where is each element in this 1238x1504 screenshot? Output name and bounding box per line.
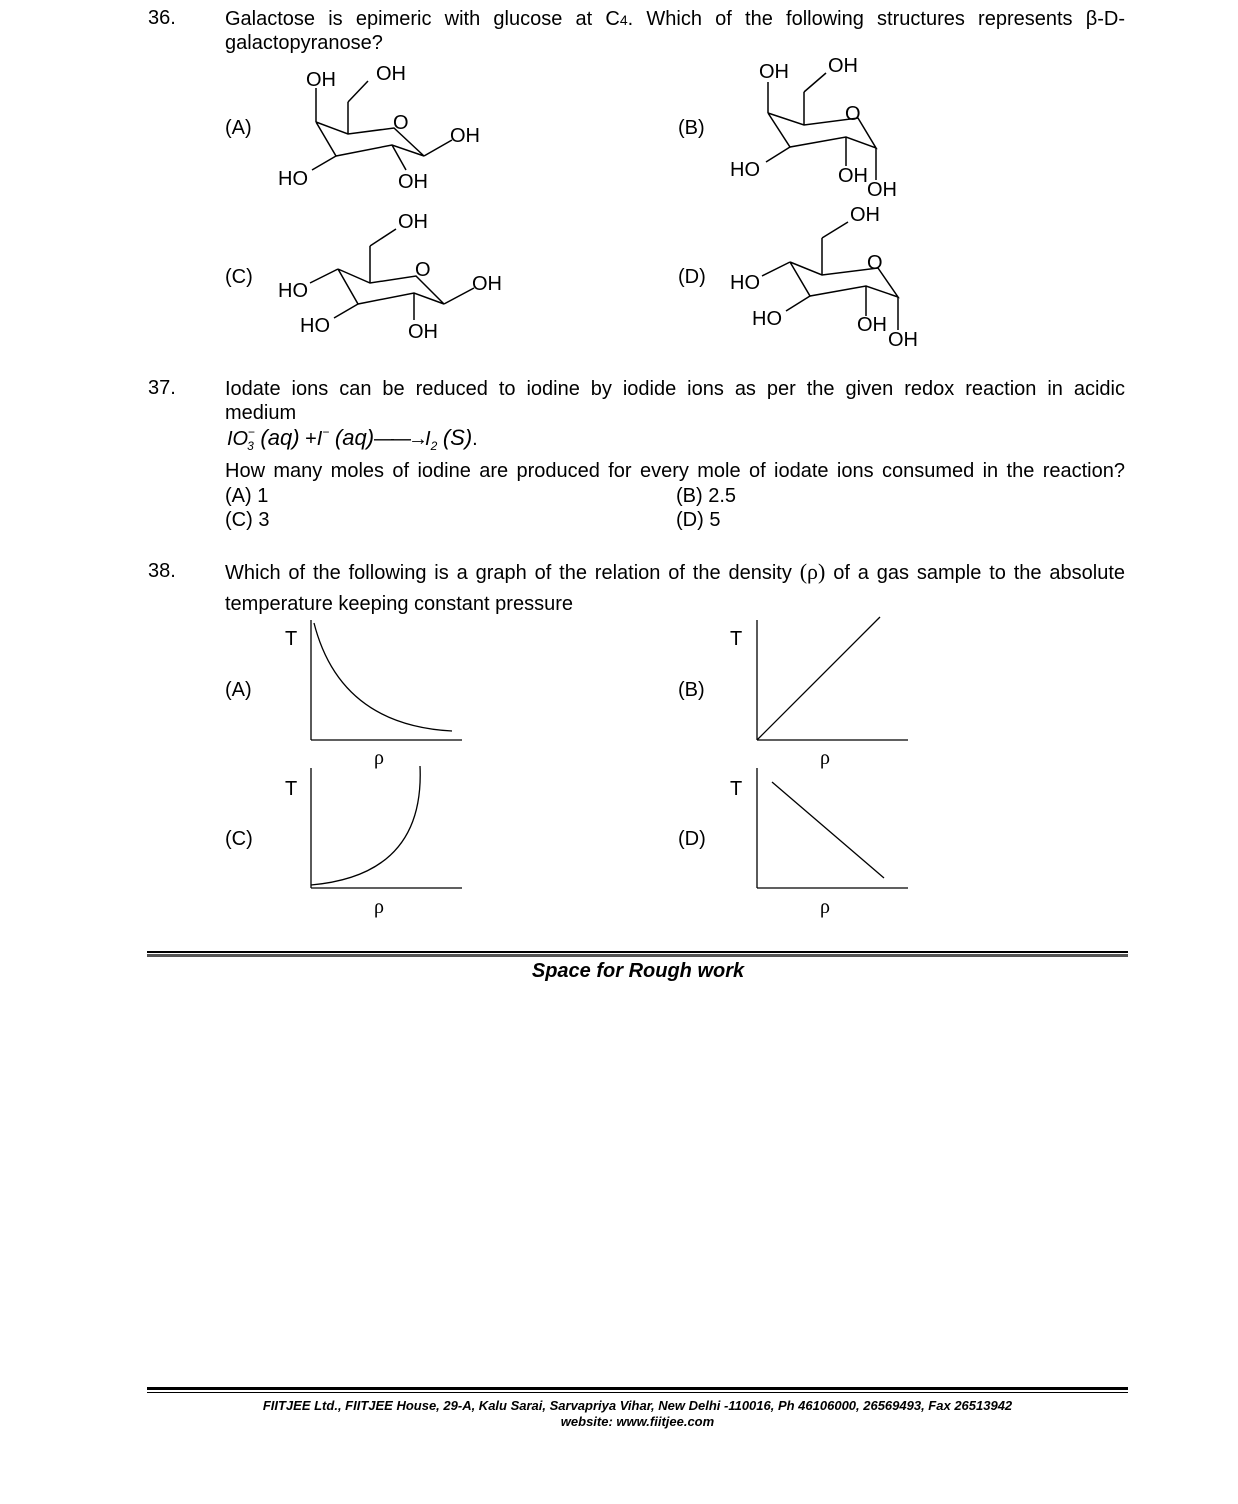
structure-c-ho2: HO: [300, 315, 330, 337]
graph-a-ylabel: T: [285, 628, 298, 650]
graph-b-line: [757, 617, 880, 740]
structure-a-o: O: [393, 112, 409, 134]
structure-d-ho2: HO: [752, 308, 782, 330]
structure-a-oh1: OH: [306, 69, 336, 91]
structure-d-oh2: OH: [857, 314, 887, 336]
q37-option-d: (D) 5: [676, 509, 721, 531]
eq-minus2: −: [322, 425, 330, 439]
eq-i: I: [316, 428, 323, 450]
graph-d-xlabel: ρ: [820, 896, 830, 918]
question-37-text-line2: medium: [225, 402, 297, 424]
question-37-text-line3: How many moles of iodine are produced for every mole of iodate ions consumed in the reaction?: [225, 460, 1125, 482]
structure-b-ho: HO: [730, 159, 760, 181]
graph-c-curve: [311, 766, 420, 885]
structure-c-oh3: OH: [408, 321, 438, 343]
q37-option-a: (A) 1: [225, 485, 269, 507]
footer-website: website: www.fiitjee.com: [560, 1414, 715, 1429]
structure-d-ho1: HO: [730, 272, 760, 294]
question-36-text-line2: galactopyranose?: [225, 32, 383, 54]
eq-minus1: −: [247, 425, 255, 439]
q36-option-c-label: (C): [225, 266, 253, 288]
structure-a-ho: HO: [278, 168, 308, 190]
q37-option-b: (B) 2.5: [676, 485, 737, 507]
q38-rho: (ρ): [799, 559, 826, 584]
eq-sub3: 3: [247, 439, 254, 453]
rough-work-title: Space for Rough work: [531, 960, 745, 982]
q38-option-a-label: (A): [225, 679, 252, 701]
graph-b-ylabel: T: [730, 628, 743, 650]
q36-line1-sub: 4: [619, 12, 628, 28]
structure-b-o: O: [845, 103, 861, 125]
q38-line1-a: Which of the following is a graph of the relation of the density: [225, 562, 792, 584]
structure-b-oh1: OH: [759, 61, 789, 83]
question-37-number: 37.: [148, 377, 176, 399]
q37-option-c: (C) 3: [225, 509, 270, 531]
graph-a-xlabel: ρ: [374, 747, 384, 769]
structure-c-oh1: OH: [398, 211, 428, 233]
structure-c-o: O: [415, 259, 431, 281]
footer-rule-thin: [147, 1392, 1128, 1393]
question-36-number: 36.: [148, 7, 176, 29]
structure-b-oh2: OH: [828, 55, 858, 77]
structure-d-o: O: [867, 252, 883, 274]
structure-a-oh4: OH: [398, 171, 428, 193]
footer-rule-thick: [147, 1387, 1128, 1390]
question-38-number: 38.: [148, 560, 176, 582]
structure-c-ho1: HO: [278, 280, 308, 302]
graph-b-xlabel: ρ: [820, 747, 830, 769]
eq-io: IO: [227, 428, 249, 450]
q36-option-a-label: (A): [225, 117, 252, 139]
footer-address: FIITJEE Ltd., FIITJEE House, 29-A, Kalu Sarai, Sarvapriya Vihar, New Delhi -110016, Ph 46106000, 26569493, Fax 26513942: [262, 1398, 1013, 1413]
eq-plus: +: [305, 428, 317, 450]
q36-option-d-label: (D): [678, 266, 706, 288]
structure-b-oh3: OH: [838, 165, 868, 187]
structure-a-oh2: OH: [376, 63, 406, 85]
question-38-text-line2: temperature keeping constant pressure: [225, 593, 573, 615]
graph-a-curve: [314, 623, 452, 731]
structure-a-oh3: OH: [450, 125, 480, 147]
eq-end: .: [472, 428, 478, 450]
question-37-text-line1: Iodate ions can be reduced to iodine by iodide ions as per the given redox reaction in acidic: [225, 378, 1125, 400]
graph-c-xlabel: ρ: [374, 896, 384, 918]
q36-option-b-label: (B): [678, 117, 705, 139]
q36-line1-b: . Which of the following structures represents β-D-: [627, 8, 1125, 30]
q38-option-c-label: (C): [225, 828, 253, 850]
graph-a: [311, 620, 462, 740]
structure-c-oh2: OH: [472, 273, 502, 295]
structure-d-oh3: OH: [888, 329, 918, 351]
q38-option-b-label: (B): [678, 679, 705, 701]
rough-work-rule-shadow: [147, 954, 1128, 957]
eq-i2: I: [425, 428, 431, 450]
eq-sub2: 2: [430, 439, 438, 453]
graph-b: [757, 617, 908, 740]
graph-c-ylabel: T: [285, 778, 298, 800]
eq-s: (S): [442, 425, 473, 450]
structure-b-oh4: OH: [867, 179, 897, 201]
eq-aq2: (aq): [334, 425, 375, 450]
q36-line1-a: Galactose is epimeric with glucose at C: [225, 8, 620, 30]
graph-d-ylabel: T: [730, 778, 743, 800]
graph-d-line: [772, 782, 884, 878]
structure-d-oh1: OH: [850, 204, 880, 226]
rough-work-rule-top: [147, 951, 1128, 953]
eq-arrow: ——→: [374, 428, 426, 450]
q38-option-d-label: (D): [678, 828, 706, 850]
graph-c: [311, 766, 462, 888]
q38-line1-b: of a gas sample to the absolute: [833, 562, 1126, 584]
eq-aq1: (aq): [260, 425, 300, 450]
graph-d: [757, 768, 908, 888]
